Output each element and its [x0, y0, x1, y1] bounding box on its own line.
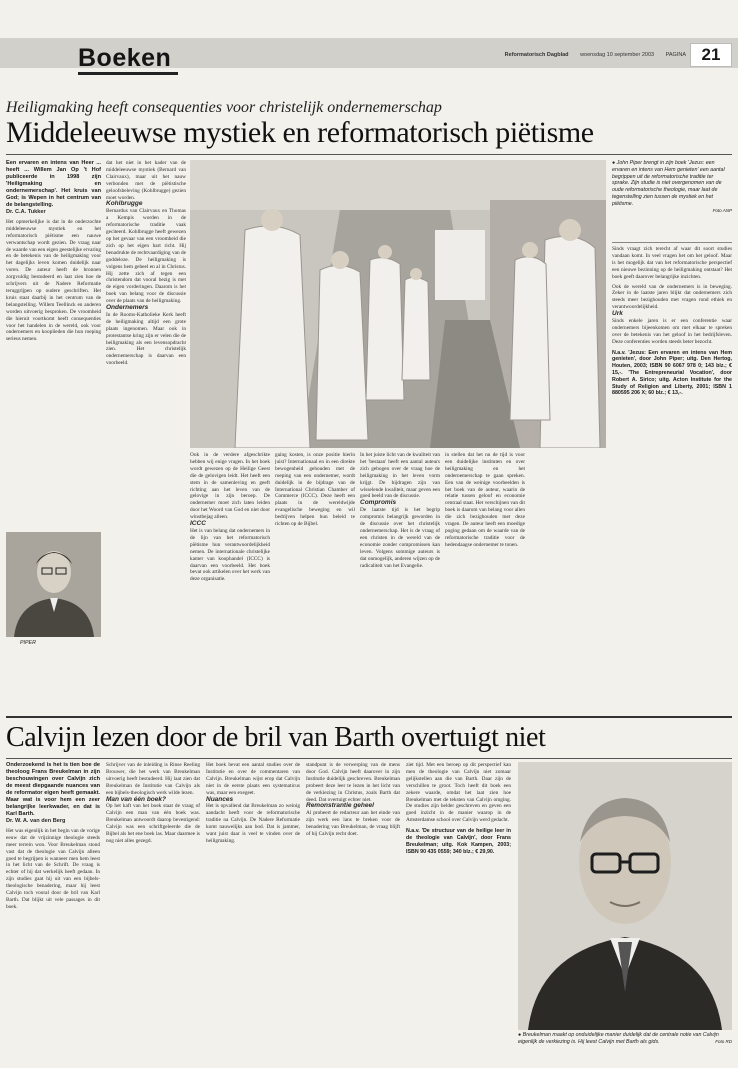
newspaper-name: Reformatorisch Dagblad: [504, 52, 569, 58]
article2-column-4: [306, 762, 400, 1062]
article1-col6-text: in stellen dat het nu de tijd is voor een duidelijke instituten en over heiligmaking en het ondernemerschap te gaan spreken. Een van de weinige voorbeelden is het boek van de auteur, waarin de relatie tussen geloof en economie centraal staat. Het verschijnen van dit boek is daarom van belang voor allen die zich bezighouden met deze vragen. De auteur heeft een moedige poging gedaan om de waarde van de reformatorische traditie voor de hedendaagse ondernemer te tonen.: [445, 452, 525, 548]
masthead-meta: [495, 52, 686, 58]
article1-col5-text-a: In het juiste licht van de kwaliteit van het 'bestaan' heeft een aantal auteurs zich gebogen over de vraag hoe de heiligmaking in het leven vorm krijgt. De bijdragen zijn van wisselende kwaliteit, maar geven een goed beeld van de discussie.: [360, 452, 440, 500]
subhead-man-van-een-boek: Man van één boek?: [106, 795, 166, 803]
article1-column-7: [612, 246, 732, 712]
subhead-ondernemers: Ondernemers: [106, 304, 149, 312]
article1-col3-text-b: Het is van belang dat ondernemers in de lijn van het reformatorisch piëtisme hun verantwoordelijkheid nemen. De internationale christelijke kamer van koophandel (ICCC) is daarvan een voorbeeld. Het boek bevat ook artikelen over het werk van deze organisatie.: [190, 527, 270, 583]
article1-column-1: [6, 160, 101, 530]
article2-headline: Calvijn lezen door de bril van Barth overtuigt niet: [6, 722, 546, 753]
breukelman-photo-credit: Foto RD: [715, 1038, 732, 1044]
article1-intro: Een ervaren en intens van Heer ... heeft ... Willem Jan Op 't Hof publiceerde in 1998 zijn 'Heiligmaking en ondernemerschap'. Het kruis van God; is Wepen in het centrum van de belangstelling.: [6, 160, 101, 208]
subhead-nuances: Nuances: [206, 795, 234, 803]
article1-col7-text-a: Sinds vraagt zich terecht af waar dit soort studies vandaan komt. In veel vragen het om het geloof. Maar is het mogelijk dat van het reformatorische perspectief een nieuwe bezinning op de heiligmaking ontstaat? Het boek geeft daarover belangrijke inzichten.: [612, 246, 732, 280]
article1-column-6: [445, 452, 525, 632]
portrait-illustration: [6, 532, 101, 637]
john-piper-caption: PIPER: [20, 640, 36, 646]
page-number: 21: [690, 43, 732, 67]
monks-photo-caption: [612, 160, 732, 240]
article1-rule: [6, 154, 732, 155]
article1-col2-text-a: dat het niet in het kader van de middeleeuwse mystiek (Bernard van Clairvaux), maar uit het nauw verbonden met de piëtistische geloofsbeleving (Kohlbrugge) gezien moet worden.: [106, 160, 186, 201]
section-underline: [78, 72, 178, 75]
article2-book-info: N.a.v. 'De structuur van de heilige leer in de theologie van Calvijn', door Frans Breukelman; uitg. Kok Kampen, 2003; ISBN 90 435 0559; 340 blz.; € 29,90.: [406, 828, 511, 855]
monks-illustration: [190, 160, 606, 448]
caption-bullet: ●: [612, 160, 617, 166]
article2-col5-text: ziet tijd. Met een beroep op dit perspectief kan men de theologie van Calvijn niet zomaar gelijkstellen aan die van Barth. Daar zijn de verschillen te groot. Toch heeft dit boek een zekere waarde, omdat het laat zien hoe Breukelman met de teksten van Calvijn omging. De studies zijn helder geschreven en geven een goed inzicht in de manier waarop in de Amsterdamse school over Calvijn werd gedacht.: [406, 762, 511, 824]
breukelman-portrait: [518, 762, 732, 1030]
article2-byline: Dr. W. A. van den Berg: [6, 818, 66, 824]
article1-book-info: N.a.v. 'Jezus: Een ervaren en intens van Hem genieten', door John Piper; uitg. Den Hertog, Houten, 2003; ISBN 90 6067 978 0; 143 blz.; € 15,-. 'The Entrepreneurial Vocation', door Robert A. Sirico; uitg. Acton Institute for the Study of Religion and Liberty, 2001; ISBN 1 880595 206 X; 60 blz.; € 13,-.: [612, 349, 732, 397]
article1-column-2: [106, 160, 186, 632]
article2-intro: Onderzoekend is het is tien boe de theoloog Frans Breukelman in zijn beschouwingen over Calvijn zich de meest diepgaande nuances van de reformator eigen heeft gemaakt. Maar wat is voor hem een zeer belangrijke leerkwader, en dat is Karl Barth.: [6, 762, 100, 817]
article2-column-2: [106, 762, 200, 1062]
article2-col2-text-b: Op het kaft van het boek staat de vraag of Calvijn een man van één boek was. Breukelman antwoordt daarop bevestigend: Calvijn was een schriftgeleerde die de Bijbel als het ene boek las. Maar daarmee is nog niet alles gezegd.: [106, 803, 200, 844]
page-label: PAGINA: [665, 52, 686, 58]
article1-column-5: [360, 452, 440, 632]
article1-column-3: [190, 452, 270, 632]
subhead-remonstrantie: Remonstrantie geheel: [306, 802, 374, 810]
subhead-iccc: ICCC: [190, 520, 206, 528]
article2-rule: [6, 758, 732, 759]
article-divider: [6, 716, 732, 718]
article1-col1-text: Het opmerkelijke is dat in de onderzochte middeleeuwse mystiek en het reformatorisch piëtisme een nauwe verwantschap wordt gezien. De vraag naar de waarde van een eigen geestelijke ervaring en de betekenis van de heiligmaking voor het dagelijks leven komen duidelijk naar voren. De auteur heeft de bronnen zorgvuldig bestudeerd en laat zien hoe de schrijvers uit de Nadere Reformatie teruggrijpen op oudere geschriften. Het kruis staat daarbij in het centrum van de belangstelling. Willem Teellinck en anderen worden uitvoerig besproken. De vroomheid die hieruit voortkomt heeft consequenties voor het handelen in de wereld, ook voor ondernemers en kooplieden die hun roeping serieus nemen.: [6, 218, 101, 343]
monks-caption-text: John Piper brengt in zijn boek 'Jezus: een ervaren en intens van Hem genieten' een aantal begrippen uit de reformatorische traditie ter sprake. Zijn studie is niet overgenomen van de oude reformatorische theologie, maar laat de tegenstelling zien tussen de mystiek en het piëtisme.: [612, 160, 725, 207]
issue-date: woensdag 10 september 2003: [580, 52, 655, 58]
john-piper-photo: [6, 532, 101, 637]
article1-col2-text-c: In de Rooms-Katholieke Kerk heeft de heiligmaking altijd een grote plaats ingenomen. Maar ook in protestantse kring zijn er velen die de heiligmaking als een levensopdracht zien. Het christelijk ondernemerschap is daarvan een voorbeeld.: [106, 311, 186, 367]
article1-headline: Middeleeuwse mystiek en reformatorisch piëtisme: [6, 116, 594, 149]
article2-column-3: [206, 762, 300, 1062]
article1-column-4: [275, 452, 355, 632]
caption-bullet-2: ●: [518, 1032, 523, 1038]
article1-col7-text-b: Ook de wereld van de ondernemers is in beweging. Zeker in de laatste jaren blijkt dat ondernemers zich steeds meer bezighouden met vragen rond ethiek en verantwoordelijkheid.: [612, 283, 732, 311]
monks-corridor-photo: [190, 160, 606, 448]
article2-column-5: [406, 762, 511, 1062]
caption-rule: [612, 242, 732, 243]
subhead-urk: Urk: [612, 310, 623, 318]
article1-col2-text-b: Bernardus van Clairvaux en Thomas a Kempis worden in de reformatorische traditie vaak geciteerd. Kohlbrugge heeft gewezen op het gevaar van een vroomheid die zich op het eigen hart richt. Hij benadrukte de rechtvaardiging van de goddeloze. De heiligmaking is volgens hem geheel en al in Christus. Hij zette zich af tegen een christendom dat vooral bezig is met de eigen vorderingen. Daarom is het boek van belang voor de discussie over de plaats van de heiligmaking.: [106, 208, 186, 305]
breukelman-caption: [518, 1032, 732, 1064]
subhead-kohlbrugge: Kohlbrugge: [106, 200, 143, 208]
article1-col4-text: gaing kosten, is onze positie hierin juist? Internationaal en in een direkte bewogenheid gehouden met de roeping van een ondernemer, wordt duidelijk in de bijdrage van de International Christian Chamber of Commerce (ICCC). Deze heeft een plaats in de wereldwijde evangelische beweging en wil bedrijven helpen hun beleid te richten op de Bijbel.: [275, 452, 355, 528]
article1-byline: Dr. C.A. Tukker: [6, 209, 46, 215]
section-title: Boeken: [78, 44, 172, 72]
article1-col3-text-a: Ook in de verdere afgeschrikte hebben wij enige vragen. In het boek wordt gewezen op de Heilige Geest die de gelovigen leidt. Het heeft een stem in de samenleving en geeft richting aan het leven van de gelovige in zijn beroep. De ondernemer moet zich laten leiden door het Woord van God en niet door winstbejag alleen.: [190, 452, 270, 521]
article2-col3-text-a: Het boek bevat een aantal studies over de Institutie en over de commentaren van Calvijn. Breukelman wijst erop dat Calvijn niet in de eerste plaats een systematicus was, maar een exegeet.: [206, 762, 300, 796]
article2-col4-text-b: Al probeert de redacteur aan het einde van zijn werk een lans te breken voor de benadering van Breukelman, de vraag blijft of hij Calvijn recht doet.: [306, 810, 400, 838]
article1-col5-text-b: De laatste tijd is het begrip compromis belangrijk geworden in de discussie over het christelijk ondernemerschap. Het is de vraag of een christen in de wereld van de economie zonder compromissen kan leven. Volgens sommige auteurs is dat onmogelijk, anderen wijzen op de radicaliteit van het Evangelie.: [360, 507, 440, 569]
article2-col4-text-a: standpunt is de verwerping van de mens door God. Calvijn heeft daarover in zijn Institutie duidelijk geschreven. Breukelman probeert deze leer te lezen in het licht van de verkiezing in Christus, zoals Barth dat deed. Dat overtuigt echter niet.: [306, 762, 400, 803]
subhead-compromis: Compromis: [360, 499, 397, 507]
monks-photo-credit: Foto ANP: [712, 207, 732, 213]
article2-col3-text-b: Het is opvallend dat Breukelman zo weinig aandacht heeft voor de reformatorische traditie na Calvijn. De Nadere Reformatie komt nauwelijks aan bod. Dat is jammer, want juist daar is veel te vinden over de heiligmaking.: [206, 803, 300, 844]
article1-kicker: Heiligmaking heeft consequenties voor christelijk ondernemerschap: [6, 99, 442, 116]
article2-col1-text: Het was eigenlijk in het begin van de vorige eeuw dat de vrijzinnige theologie steeds meer terrein won. Voor Breukelman stond vast dat de theologie van Calvijn alleen goed te begrijpen is wanneer men hem leest in het licht van de Schrift. De vraag is echter of hij dat werkelijk heeft gedaan. In zijn studies gaat hij uit van een bijbels-theologische benadering, maar hij leest Calvijn toch vooral door de bril van Karl Barth. Dat blijkt uit vele passages in dit boek.: [6, 827, 100, 910]
article1-col7-text-c: Sinds enkele jaren is er een conferentie waar ondernemers bijeenkomen om met elkaar te spreken over de betekenis van het geloof in het bedrijfsleven. Deze conferenties worden steeds beter bezocht.: [612, 318, 732, 345]
breukelman-photo: [518, 762, 732, 1030]
breukelman-caption-text: Breukelman maakt op onduidelijke manier duidelijk dat de centrale notie van Calvijn eigenlijk de verkiezing is. Hij leest Calvijn met Barth als gids.: [518, 1032, 719, 1045]
article2-column-1: [6, 762, 100, 1062]
article2-col2-text-a: Schrijver van de inleiding is Rinse Reeling Brouwer, die het werk van Breukelman uitvoerig heeft bestudeerd. Hij laat zien dat Breukelman de Institutie van Calvijn als een bijbels-theologisch werk wilde lezen.: [106, 762, 200, 796]
